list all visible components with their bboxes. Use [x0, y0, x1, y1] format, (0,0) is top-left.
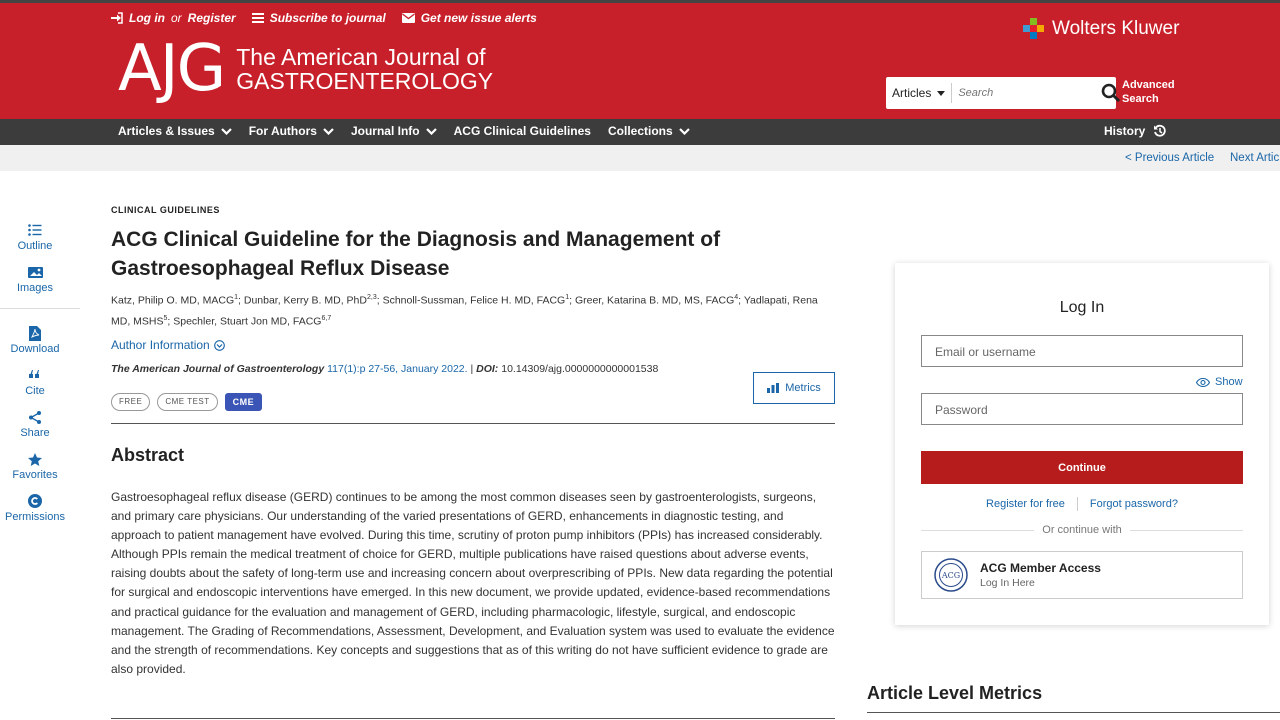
- article-tools-rail: [0, 220, 70, 523]
- favorites-button[interactable]: [0, 449, 70, 481]
- download-button[interactable]: [0, 323, 70, 355]
- nav-item-3[interactable]: [454, 124, 591, 138]
- login-heading: Log In: [1059, 299, 1105, 316]
- envelope-icon: [402, 13, 415, 23]
- search-input[interactable]: [952, 87, 1101, 99]
- author-name: Greer, Katarina B. MD, MS, FACG: [574, 294, 735, 307]
- images-button[interactable]: [0, 262, 70, 294]
- nav-item-1[interactable]: [249, 124, 334, 138]
- svg-text:ACG: ACG: [941, 571, 961, 580]
- copyright-icon: [28, 494, 42, 508]
- article-kicker: CLINICAL GUIDELINES: [111, 205, 220, 215]
- publisher-name: Wolters Kluwer: [1052, 18, 1180, 39]
- advanced-search-link[interactable]: [1122, 78, 1175, 106]
- register-link[interactable]: Register: [187, 11, 236, 25]
- author-separator: ;: [738, 294, 744, 307]
- nav-item-label: ACG Clinical Guidelines: [453, 124, 591, 138]
- publisher-logo[interactable]: [1022, 17, 1179, 41]
- acg-text: [980, 561, 1101, 589]
- logo-abbr: AJG: [118, 32, 225, 106]
- subscribe-link[interactable]: [252, 11, 386, 25]
- wolters-kluwer-icon: [1022, 17, 1046, 41]
- search-scope-value: Articles: [892, 86, 932, 100]
- author-separator: ;: [167, 315, 174, 327]
- author-info-label: Author Information: [111, 338, 210, 352]
- acg-seal-icon: [934, 558, 968, 592]
- article-metrics-heading: Article Level Metrics: [867, 683, 1043, 703]
- next-article-link[interactable]: Next Artic: [1230, 152, 1280, 164]
- or-continue-label: Or continue with: [1042, 524, 1122, 536]
- login-icon: [110, 12, 123, 24]
- nav-item-0[interactable]: [118, 124, 232, 138]
- download-label: Download: [10, 343, 60, 355]
- utility-links: [110, 11, 537, 25]
- share-button[interactable]: [0, 407, 70, 439]
- author-separator: ;: [376, 294, 383, 307]
- acg-subtitle: Log In Here: [980, 577, 1035, 589]
- cite-label: Cite: [25, 385, 45, 397]
- menu-icon: [252, 13, 264, 23]
- logo-line1: The American Journal of: [236, 44, 486, 70]
- metrics-button[interactable]: [753, 372, 835, 404]
- author-name: Schnoll-Sussman, Felice H. MD, FACG: [382, 294, 566, 307]
- author-name: Yadlapati, Rena MD, MSHS: [111, 294, 818, 327]
- volume-link[interactable]: 117(1):p 27-56, January 2022.: [327, 363, 468, 375]
- search-button[interactable]: [1101, 80, 1121, 106]
- journal-logo[interactable]: [118, 32, 494, 106]
- search-box: [886, 77, 1116, 109]
- main-nav: [0, 119, 1280, 145]
- divider: [111, 423, 835, 424]
- free-badge: FREE: [111, 393, 150, 411]
- login-link[interactable]: Log in: [129, 11, 165, 25]
- nav-items: [118, 124, 690, 138]
- search-scope-select[interactable]: [886, 83, 952, 103]
- outline-label: Outline: [17, 240, 53, 252]
- article-title: ACG Clinical Guideline for the Diagnosis and Management of Gastroesophageal Reflux Disease: [111, 228, 721, 280]
- cme-badge: CME: [225, 393, 263, 411]
- favorites-label: Favorites: [12, 469, 58, 481]
- alerts-label: Get new issue alerts: [420, 11, 537, 25]
- author-affiliation: 4: [734, 294, 739, 301]
- advanced-line2: Search: [1122, 93, 1159, 105]
- nav-item-2[interactable]: [351, 124, 437, 138]
- history-label: History: [1104, 124, 1146, 138]
- acg-title: ACG Member Access: [980, 561, 1101, 575]
- share-label: Share: [20, 427, 50, 439]
- quote-icon: [29, 370, 41, 380]
- chevron-down-icon: [323, 128, 334, 135]
- or-continue-divider: [921, 524, 1243, 536]
- password-field[interactable]: Password: [921, 393, 1243, 425]
- author-information-toggle[interactable]: [111, 338, 836, 352]
- divider: [111, 718, 835, 719]
- email-field[interactable]: Email or username: [921, 335, 1243, 367]
- acg-member-access-button[interactable]: [921, 551, 1243, 599]
- article-main: [111, 205, 836, 676]
- doi-value: 10.14309/ajg.0000000000001538: [501, 363, 659, 375]
- show-label: Show: [1215, 376, 1243, 388]
- forgot-password-link[interactable]: Forgot password?: [1089, 498, 1178, 510]
- show-password-toggle[interactable]: [1196, 376, 1243, 388]
- author-affiliation: 1: [565, 294, 570, 301]
- pdf-download-icon: [29, 326, 41, 341]
- advanced-line1: Advanced: [1122, 79, 1175, 91]
- metrics-label: Metrics: [785, 382, 821, 394]
- search-icon: [1101, 83, 1121, 103]
- article-badges: [111, 393, 836, 411]
- register-free-link[interactable]: Register for free: [986, 498, 1065, 510]
- citation-separator: |: [470, 363, 477, 375]
- nav-item-label: Articles & Issues: [118, 124, 215, 138]
- login-register: [110, 11, 236, 25]
- rail-divider: [0, 308, 80, 309]
- eye-icon: [1196, 378, 1210, 387]
- citation-line: [111, 363, 836, 375]
- author-list: [111, 289, 836, 330]
- history-icon: [1153, 124, 1167, 138]
- author-separator: ;: [238, 294, 244, 307]
- continue-button[interactable]: Continue: [921, 451, 1243, 484]
- previous-article-link[interactable]: < Previous Article: [1125, 152, 1215, 164]
- permissions-button[interactable]: [0, 491, 70, 523]
- share-icon: [29, 411, 41, 424]
- chevron-down-icon: [221, 128, 232, 135]
- login-links: [895, 497, 1269, 511]
- cme-test-badge: CME TEST: [157, 393, 217, 411]
- nav-item-label: Journal Info: [350, 124, 420, 138]
- journal-name: The American Journal of Gastroenterology: [111, 363, 325, 375]
- bar-chart-icon: [767, 383, 779, 393]
- nav-item-label: For Authors: [248, 124, 317, 138]
- cite-button[interactable]: [0, 365, 70, 397]
- images-icon: [28, 267, 43, 278]
- author-name: Dunbar, Kerry B. MD, PhD: [243, 294, 367, 307]
- logo-line2: GASTROENTEROLOGY: [236, 68, 494, 94]
- author-separator: ;: [569, 294, 575, 307]
- chevron-down-icon: [426, 128, 437, 135]
- doi-label: DOI:: [476, 363, 499, 375]
- permissions-label: Permissions: [5, 511, 65, 523]
- link-separator: [1077, 497, 1078, 511]
- abstract-heading: Abstract: [111, 445, 185, 465]
- outline-icon: [28, 224, 42, 236]
- images-label: Images: [16, 282, 54, 294]
- chevron-down-circle-icon: [214, 340, 225, 351]
- star-icon: [28, 453, 42, 466]
- author-affiliation: 5: [163, 314, 168, 322]
- chevron-down-icon: [679, 128, 690, 135]
- author-affiliation: 2,3: [366, 294, 377, 301]
- or-text: or: [171, 11, 182, 25]
- author-name: Katz, Philip O. MD, MACG: [111, 294, 235, 307]
- nav-item-4[interactable]: [608, 124, 690, 138]
- author-affiliation: 6,7: [321, 314, 332, 322]
- site-header: [0, 3, 1280, 119]
- subscribe-label: Subscribe to journal: [269, 11, 386, 25]
- article-pager: [0, 145, 1280, 171]
- history-button[interactable]: [1104, 124, 1167, 138]
- outline-button[interactable]: [0, 220, 70, 252]
- author-affiliation: 1: [234, 294, 239, 301]
- author-name: Spechler, Stuart Jon MD, FACG: [173, 315, 322, 327]
- abstract-text: Gastroesophageal reflux disease (GERD) continues to be among the most common diseases seen by gastroenterologists, surgeons, and primary care physicians. Our understanding of the varied presentations of GERD, enhancements in diagnostic testing, and approach to patient management have evolved. During this time, scrutiny of proton pump inhibitors (PPIs) has increased considerably. Although PPIs remain the medical treatment of choice for GERD, multiple publications have raised questions about adverse events, raising doubts about the safety of long-term use and increasing concern about overprescribing of PPIs. New data regarding the potential for surgical and endoscopic interventions have emerged. In this new document, we provide updated, evidence-based recommendations and practical guidance for the evaluation and management of GERD, including pharmacologic, lifestyle, surgical, and endoscopic management. The Grading of Recommendations, Assessment, Development, and Evaluation system was used to evaluate the evidence and the strength of recommendations. Key concepts and suggestions that as of this writing do not have sufficient evidence to grade are also provided.: [111, 490, 835, 676]
- alerts-link[interactable]: [402, 11, 537, 25]
- logo-name: [236, 45, 493, 93]
- caret-down-icon: [937, 91, 945, 96]
- login-panel: [895, 263, 1269, 625]
- divider: [867, 712, 1280, 713]
- nav-item-label: Collections: [607, 124, 673, 138]
